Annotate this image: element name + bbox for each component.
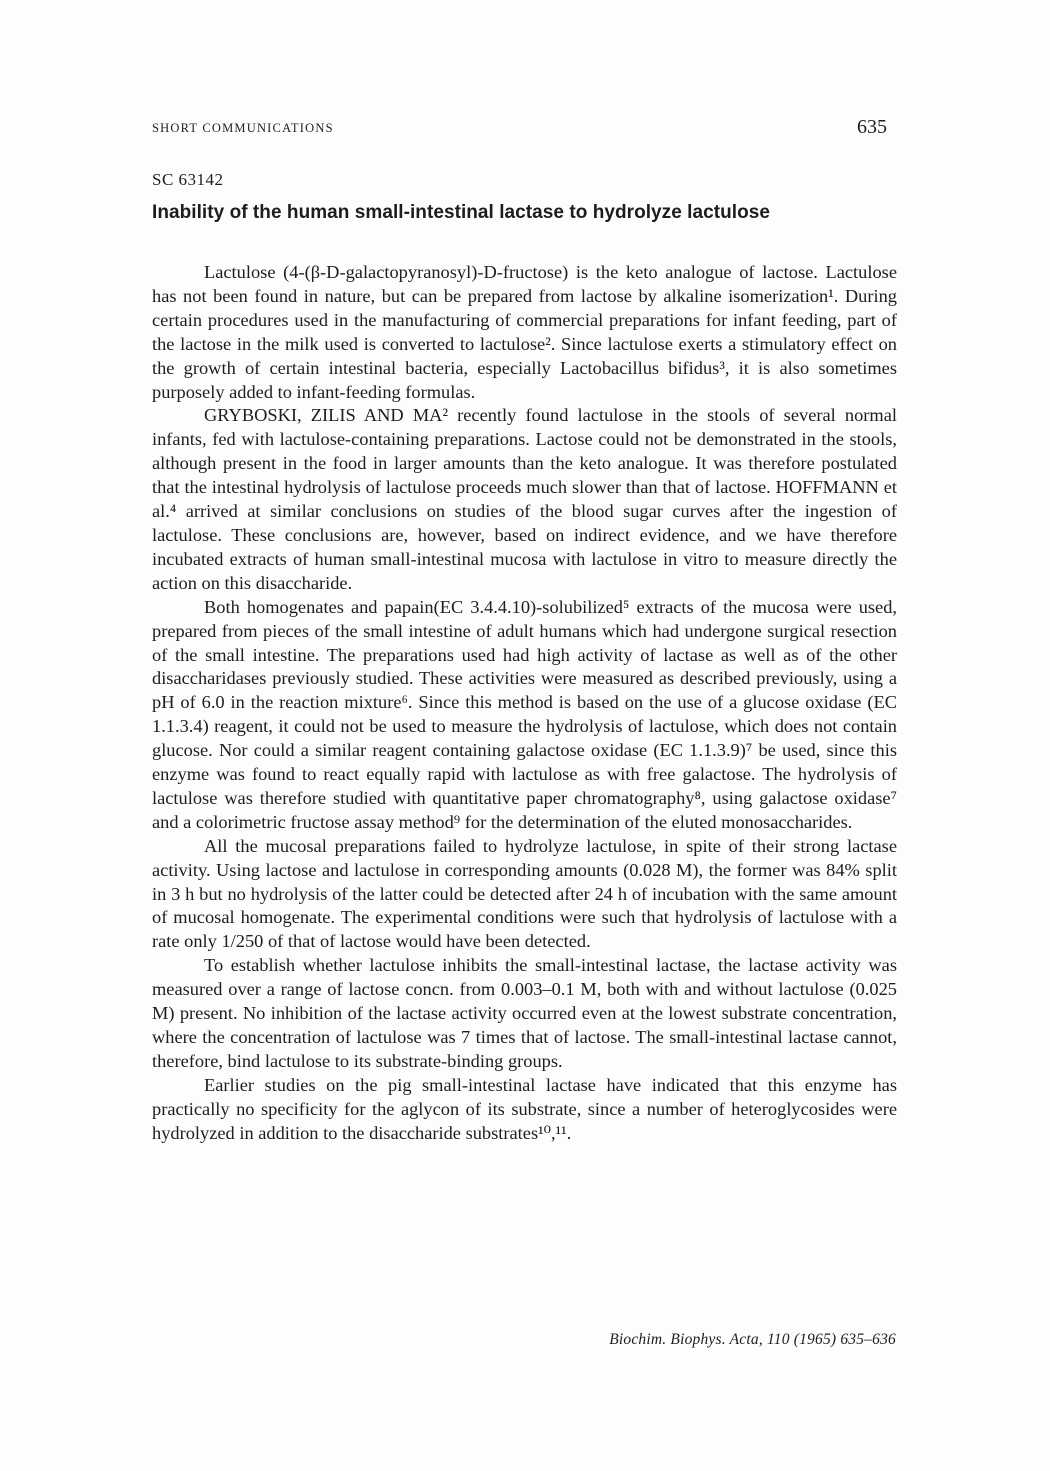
article-title: Inability of the human small-intestinal lactase to hydrolyze lactulose: [152, 202, 770, 223]
journal-citation: Biochim. Biophys. Acta, 110 (1965) 635–636: [609, 1331, 896, 1348]
article-body: [152, 261, 897, 1146]
paragraph-4: All the mucosal preparations failed to hydrolyze lactulose, in spite of their strong lactase activity. Using lactose and lactulose in corresponding amounts (0.028 M), the former was 84% split in 3 h but no hydrolysis of the latter could be detected after 24 h of incubation with the same amount of mucosal homogenate. The experimental conditions were such that hydrolysis of lactulose with a rate only 1/250 of that of lactose would have been detected.: [152, 835, 897, 952]
paragraph-1: Lactulose (4-(β-D-galactopyranosyl)-D-fructose) is the keto analogue of lactose. Lactulose has not been found in nature, but can be prepared from lactose by alkaline isomerization¹. During certain procedures used in the manufacturing of commercial preparations for infant feeding, part of the lactose in the milk used is converted to lactulose². Since lactulose exerts a stimulatory effect on the growth of certain intestinal bacteria, especially Lactobacillus bifidus³, it is also sometimes purposely added to infant-feeding formulas.: [152, 262, 897, 402]
paragraph-3: Both homogenates and papain(EC 3.4.4.10)-solubilized⁵ extracts of the mucosa were used, prepared from pieces of the small intestine of adult humans which had undergone surgical resection of the small intestine. The preparations used had high activity of lactase as well as of the other disaccharidases previously studied. These activities were measured as described previously, using a pH of 6.0 in the reaction mixture⁶. Since this method is based on the use of a glucose oxidase (EC 1.1.3.4) reagent, it could not be used to measure the hydrolysis of lactulose, which does not contain glucose. Nor could a similar reagent containing galactose oxidase (EC 1.1.3.9)⁷ be used, since this enzyme was found to react equally rapid with lactulose as with free galactose. The hydrolysis of lactulose was therefore studied with quantitative paper chromatography⁸, using galactose oxidase⁷ and a colorimetric fructose assay method⁹ for the determination of the eluted monosaccharides.: [152, 596, 897, 832]
page-number: 635: [857, 116, 887, 138]
paragraph-2: GRYBOSKI, ZILIS AND MA² recently found lactulose in the stools of several normal infants, fed with lactulose-containing preparations. Lactose could not be demonstrated in the stools, although present in the food in larger amounts than the keto analogue. It was therefore postulated that the intestinal hydrolysis of lactulose proceeds much slower than that of lactose. HOFFMANN et al.⁴ arrived at similar conclusions on studies of the blood sugar curves after the ingestion of lactulose. These conclusions are, however, based on indirect evidence, and we have therefore incubated extracts of human small-intestinal mucosa with lactulose in vitro to measure directly the action on this disaccharide.: [152, 405, 897, 593]
running-head: SHORT COMMUNICATIONS: [152, 121, 334, 135]
manuscript-number: SC 63142: [152, 170, 224, 189]
paragraph-6: Earlier studies on the pig small-intestinal lactase have indicated that this enzyme has practically no specificity for the aglycon of its substrate, since a number of heteroglycosides were hydrolyzed in addition to the disaccharide substrates¹⁰,¹¹.: [152, 1074, 897, 1143]
paragraph-5: To establish whether lactulose inhibits the small-intestinal lactase, the lactase activity was measured over a range of lactose concn. from 0.003–0.1 M, both with and without lactulose (0.025 M) present. No inhibition of the lactase activity occurred even at the lowest substrate concentration, where the concentration of lactulose was 7 times that of lactose. The small-intestinal lactase cannot, therefore, bind lactulose to its substrate-binding groups.: [152, 955, 897, 1071]
